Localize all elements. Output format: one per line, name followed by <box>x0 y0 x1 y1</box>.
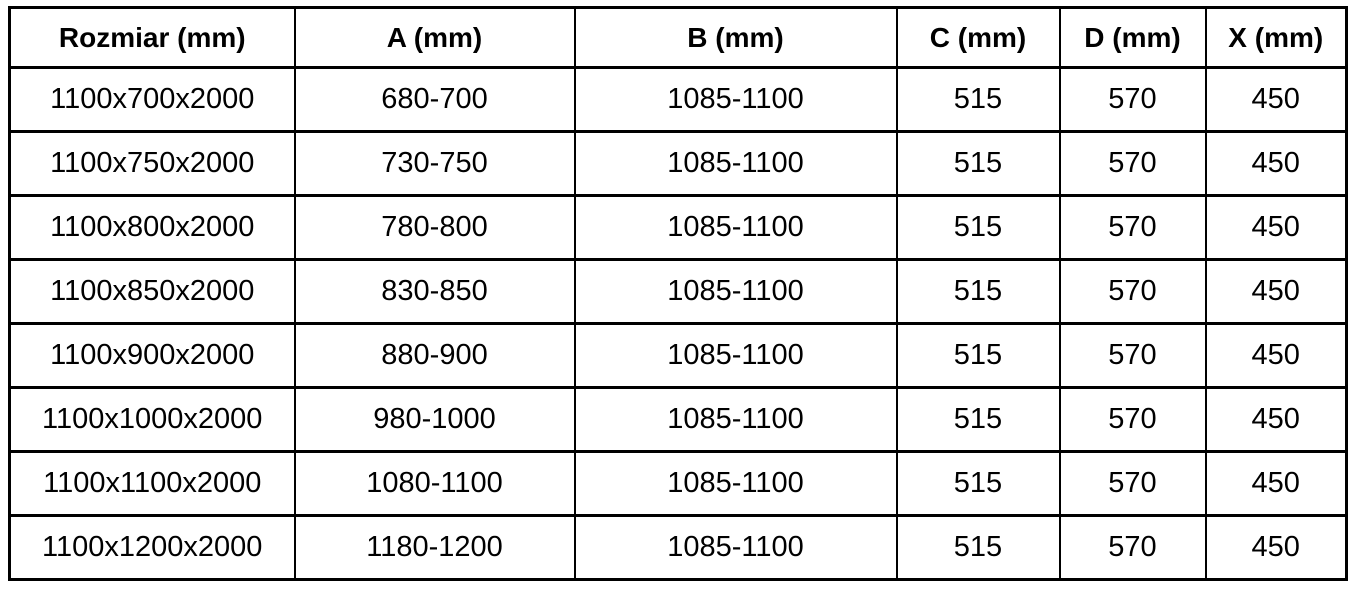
table-cell: 1100x850x2000 <box>10 260 295 324</box>
table-row <box>10 196 1347 260</box>
table-cell: 515 <box>897 324 1060 388</box>
table-cell: 515 <box>897 196 1060 260</box>
table-cell: 1100x900x2000 <box>10 324 295 388</box>
table-cell: 570 <box>1060 260 1206 324</box>
table-cell: 1085-1100 <box>575 452 897 516</box>
table-cell: 1085-1100 <box>575 196 897 260</box>
table-cell: 980-1000 <box>295 388 575 452</box>
table-cell: 680-700 <box>295 68 575 132</box>
table-cell: 515 <box>897 68 1060 132</box>
table-cell: 780-800 <box>295 196 575 260</box>
table-cell: 450 <box>1206 516 1347 580</box>
table-cell: 1085-1100 <box>575 68 897 132</box>
table-cell: 1080-1100 <box>295 452 575 516</box>
table-cell: 515 <box>897 516 1060 580</box>
column-header-4: C (mm) <box>897 8 1060 68</box>
table-row <box>10 260 1347 324</box>
table-cell: 1100x1000x2000 <box>10 388 295 452</box>
table-cell: 1100x800x2000 <box>10 196 295 260</box>
table-cell: 1085-1100 <box>575 324 897 388</box>
table-cell: 1100x700x2000 <box>10 68 295 132</box>
table-cell: 450 <box>1206 452 1347 516</box>
table-cell: 450 <box>1206 260 1347 324</box>
column-header-3: B (mm) <box>575 8 897 68</box>
table-cell: 450 <box>1206 196 1347 260</box>
table-cell: 1180-1200 <box>295 516 575 580</box>
table-cell: 1100x750x2000 <box>10 132 295 196</box>
column-header-6: X (mm) <box>1206 8 1347 68</box>
table-cell: 730-750 <box>295 132 575 196</box>
table-cell: 450 <box>1206 68 1347 132</box>
table-header <box>10 8 1347 68</box>
table-cell: 1100x1100x2000 <box>10 452 295 516</box>
table-cell: 570 <box>1060 68 1206 132</box>
table-cell: 1100x1200x2000 <box>10 516 295 580</box>
table-cell: 1085-1100 <box>575 388 897 452</box>
column-header-2: A (mm) <box>295 8 575 68</box>
table-body <box>10 68 1347 580</box>
table-row <box>10 132 1347 196</box>
table-cell: 830-850 <box>295 260 575 324</box>
table-cell: 570 <box>1060 388 1206 452</box>
table-cell: 1085-1100 <box>575 260 897 324</box>
table-cell: 515 <box>897 452 1060 516</box>
table-cell: 1085-1100 <box>575 516 897 580</box>
table-cell: 450 <box>1206 132 1347 196</box>
dimensions-table-container <box>8 6 1348 581</box>
table-row <box>10 324 1347 388</box>
table-cell: 515 <box>897 260 1060 324</box>
table-cell: 570 <box>1060 324 1206 388</box>
column-header-5: D (mm) <box>1060 8 1206 68</box>
table-cell: 570 <box>1060 516 1206 580</box>
table-cell: 450 <box>1206 324 1347 388</box>
table-cell: 570 <box>1060 196 1206 260</box>
column-header-1: Rozmiar (mm) <box>10 8 295 68</box>
table-cell: 570 <box>1060 132 1206 196</box>
table-cell: 515 <box>897 132 1060 196</box>
table-row <box>10 452 1347 516</box>
table-cell: 515 <box>897 388 1060 452</box>
table-row <box>10 516 1347 580</box>
table-cell: 570 <box>1060 452 1206 516</box>
table-cell: 880-900 <box>295 324 575 388</box>
table-cell: 1085-1100 <box>575 132 897 196</box>
table-row <box>10 68 1347 132</box>
table-row <box>10 388 1347 452</box>
table-cell: 450 <box>1206 388 1347 452</box>
dimensions-table <box>8 6 1348 581</box>
header-row <box>10 8 1347 68</box>
